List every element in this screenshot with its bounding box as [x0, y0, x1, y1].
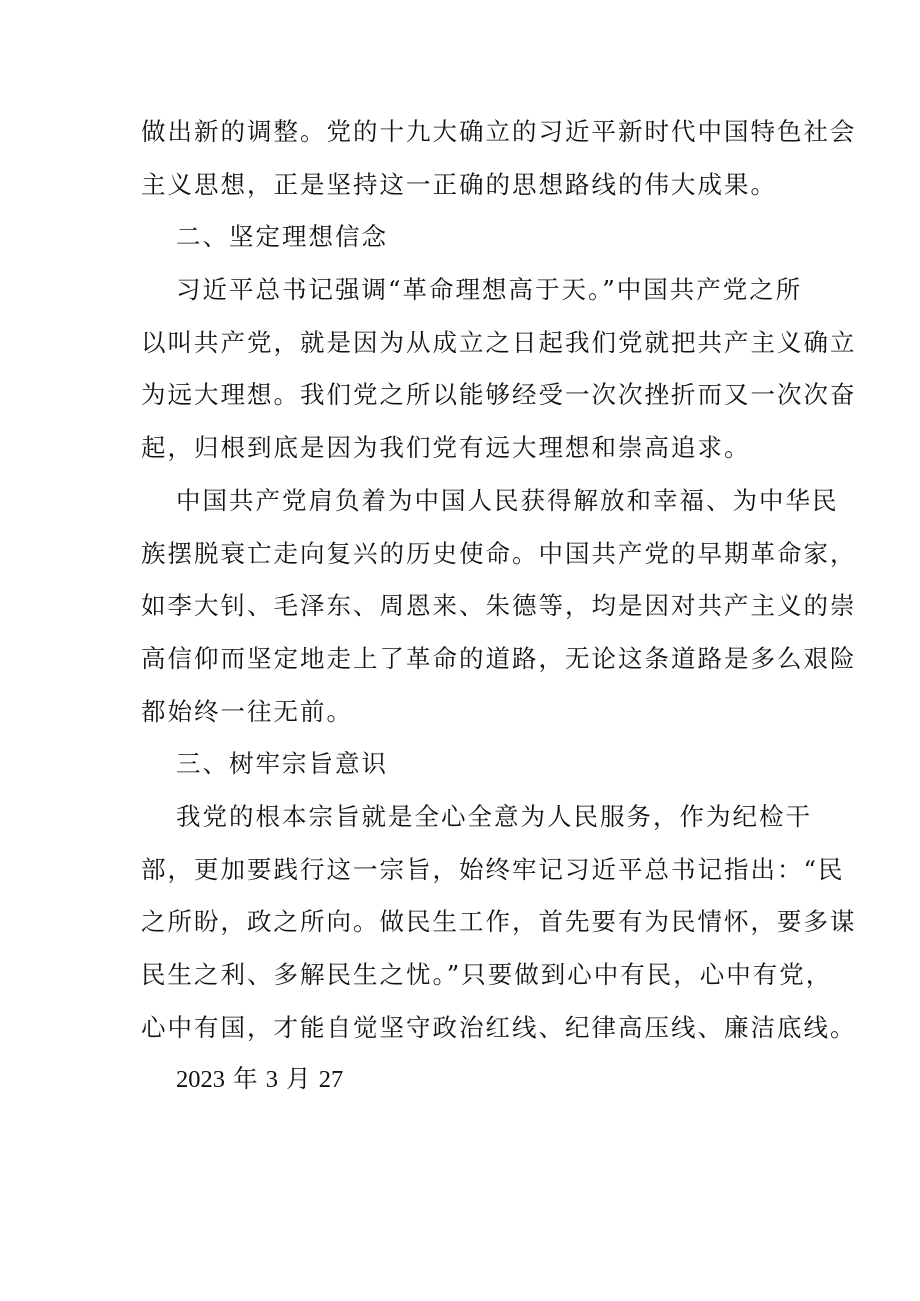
body-line: 习近平总书记强调“革命理想高于天。”中国共产党之所 — [176, 275, 803, 305]
document-body — [141, 106, 857, 1107]
body-line: 为远大理想。我们党之所以能够经受一次次挫折而又一次次奋 — [141, 380, 857, 410]
section-heading: 三、树牢宗旨意识 — [176, 749, 388, 779]
body-line: 中国共产党肩负着为中国人民获得解放和幸福、为中华民 — [176, 485, 839, 515]
body-line: 以叫共产党，就是因为从成立之日起我们党就把共产主义确立 — [141, 327, 857, 357]
body-line: 高信仰而坚定地走上了革命的道路，无论这条道路是多么艰险 — [141, 643, 857, 673]
body-line: 我党的根本宗旨就是全心全意为人民服务，作为纪检干 — [176, 801, 812, 831]
body-line: 部，更加要践行这一宗旨，始终牢记习近平总书记指出：“民 — [141, 854, 845, 884]
body-line: 民生之利、多解民生之忧。”只要做到心中有民，心中有党， — [141, 960, 833, 989]
section-heading: 二、坚定理想信念 — [176, 222, 388, 252]
body-line: 做出新的调整。党的十九大确立的习近平新时代中国特色社会 — [141, 117, 857, 146]
body-line: 如李大钊、毛泽东、周恩来、朱德等，均是因对共产主义的崇 — [141, 591, 857, 621]
body-line: 心中有国，才能自觉坚守政治红线、纪律高压线、廉洁底线。 — [141, 1012, 857, 1042]
body-line: 族摆脱衰亡走向复兴的历史使命。中国共产党的早期革命家， — [141, 538, 857, 568]
body-line: 都始终一往无前。 — [141, 696, 353, 726]
document-date: 2023 年 3 月 27 — [176, 1066, 344, 1094]
body-line: 起，归根到底是因为我们党有远大理想和崇高追求。 — [141, 433, 751, 463]
body-line: 主义思想，正是坚持这一正确的思想路线的伟大成果。 — [141, 169, 777, 199]
body-line: 之所盼，政之所向。做民生工作，首先要有为民情怀，要多谋 — [141, 907, 857, 937]
